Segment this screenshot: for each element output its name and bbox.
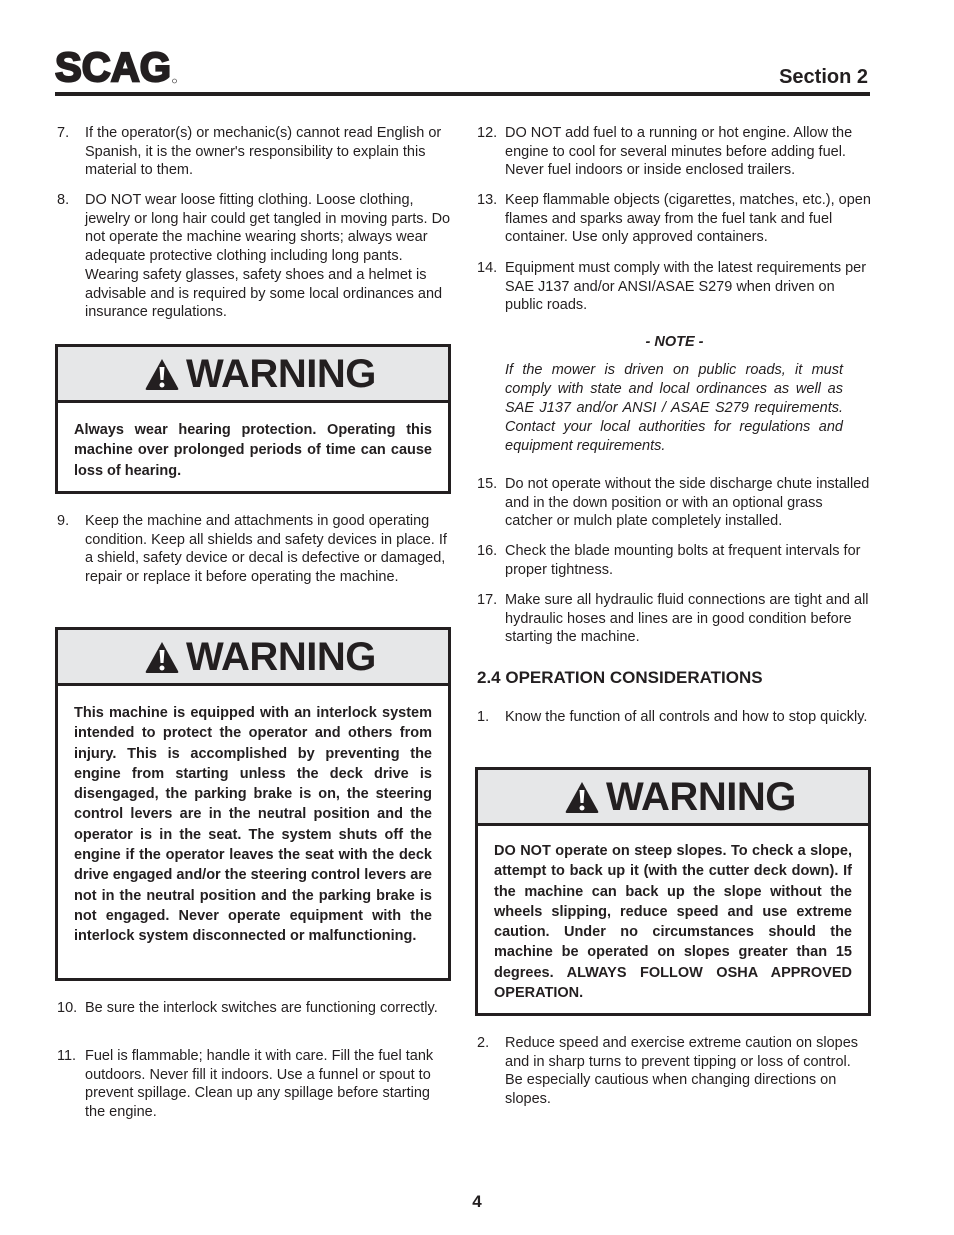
list-item-8 [57,191,452,325]
page-number: 4 [472,1192,482,1211]
scag-logo [55,47,178,85]
list-item-15 [477,475,872,533]
item-number: 2. [477,1035,490,1051]
list-item-11 [57,1047,452,1125]
subsection-heading: 2.4 OPERATION CONSIDERATIONS [477,668,763,687]
warning-label: WARNING [606,775,796,819]
item-text: Do not operate without the side discharge chute installed and in the down position or with an optional grass catcher or mulch plate completely installed. [505,476,870,530]
item-text: Reduce speed and exercise extreme caution on slopes and in sharp turns to prevent tipping or loss of control. Be especially cautious when changing directions on slopes. [505,1035,859,1108]
logo-wordmark: SCAG [55,47,171,85]
operation-item-1 [477,708,872,748]
warning-header [478,770,868,826]
logo-graphic [55,47,178,85]
item-text: Make sure all hydraulic fluid connections are tight and all hydraulic hoses and lines are in good condition before starting the machine. [505,592,869,646]
item-number: 13. [477,192,498,208]
item-number: 9. [57,513,70,529]
warning-box-hearing [55,344,451,494]
list-item-7 [57,124,452,182]
item-text: Keep flammable objects (cigarettes, matches, etc.), open flames and sparks away from the fuel tank and fuel container. Use only approved containers. [505,192,871,246]
warning-text: DO NOT operate on steep slopes. To check a slope, attempt to back up it (with the cutter deck down). If the machine can back up the slope without the wheels slipping, reduce speed and use extreme caution. Under no circumstances should the machine be operated on slopes greater than 15 degrees. ALWAYS FOLLOW OSHA APPROVED OPERATION. [494,843,852,1002]
warning-label: WARNING [186,635,376,679]
item-text: Know the function of all controls and how to stop quickly. [505,709,868,725]
item-number: 12. [477,125,498,141]
operation-item-2 [477,1034,872,1112]
item-text: Equipment must comply with the latest requirements per SAE J137 and/or ANSI/ASAE S279 when driven on public roads. [505,260,867,314]
item-number: 1. [477,709,490,725]
item-number: 7. [57,125,70,141]
note-title: - NOTE - [645,334,704,350]
list-item-13 [477,191,872,249]
warning-box-interlock [55,627,451,981]
item-text: DO NOT add fuel to a running or hot engine. Allow the engine to cool for several minutes before adding fuel. Never fuel indoors or inside enclosed trailers. [505,125,853,179]
list-item-17 [477,591,872,649]
warning-triangle-icon [144,357,180,391]
item-number: 17. [477,592,498,608]
item-text: If the operator(s) or mechanic(s) cannot read English or Spanish, it is the owner's responsibility to explain this material to them. [85,125,442,179]
item-text: Check the blade mounting bolts at frequent intervals for proper tightness. [505,543,861,578]
warning-text: Always wear hearing protection. Operating this machine over prolonged periods of time can cause loss of hearing. [74,422,432,479]
section-title: Section 2 [779,66,868,88]
header-rule [55,92,870,96]
list-item-12 [477,124,872,182]
item-text: Keep the machine and attachments in good operating condition. Keep all shields and safety devices in place. If a shield, safety device or decal is defective or damaged, repair or replace it before operating the machine. [85,513,447,586]
list-item-14 [477,259,872,317]
item-text: Fuel is flammable; handle it with care. Fill the fuel tank outdoors. Never fill it indoors. Use a funnel or spout to prevent spillage. Clean up any spillage before starting the engine. [85,1048,434,1121]
warning-triangle-icon [564,780,600,814]
item-number: 15. [477,476,498,492]
item-text: DO NOT wear loose fitting clothing. Loose clothing, jewelry or long hair could get tangled in moving parts. Do not operate the machine wearing shorts; always wear adequate protective clothing including long pants. Wearing safety glasses, safety shoes and a helmet is advisable and is required by some local ordinances and insurance regulations. [85,192,451,321]
warning-header [58,347,448,403]
note-text: If the mower is driven on public roads, it must comply with state and local ordinances as well as SAE J137 and/or ANSI / ASAE S279 requirements. Contact your local authorities for regulations and equipment requirements. [505,362,843,454]
warning-box-slopes [475,767,871,1016]
warning-triangle-icon [144,640,180,674]
item-number: 16. [477,543,498,559]
item-number: 10. [57,1000,78,1016]
item-number: 8. [57,192,70,208]
warning-label: WARNING [186,352,376,396]
item-number: 14. [477,260,498,276]
item-text: Be sure the interlock switches are functioning correctly. [85,1000,438,1016]
warning-text: This machine is equipped with an interlock system intended to protect the operator and others from injury. This is accomplished by preventing the engine from starting unless the deck drive is disengaged, the parking brake is on, the steering control levers are in the neutral position and the operator is in the seat. The system shuts off the engine if the operator leaves the seat with the deck drive engaged and/or the steering control levers are not in the neutral position and the parking brake is not engaged. Never operate equipment with the interlock system disconnected or malfunctioning. [74,705,432,945]
list-item-9 [57,512,452,608]
warning-header [58,630,448,686]
item-number: 11. [57,1048,77,1064]
list-item-10 [57,999,452,1039]
list-item-16 [477,542,872,582]
